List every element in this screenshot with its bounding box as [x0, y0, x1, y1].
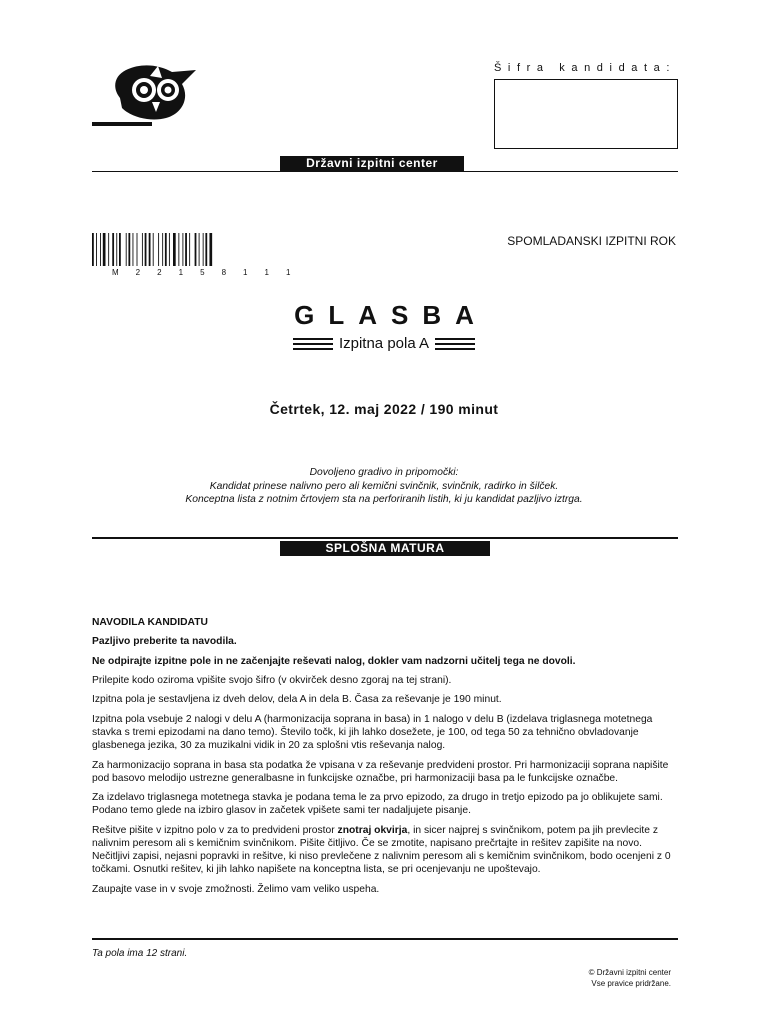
barcode-bar	[142, 233, 143, 266]
candidate-code-label: Šifra kandidata:	[494, 62, 677, 74]
exam-date: Četrtek, 12. maj 2022 / 190 minut	[269, 401, 499, 417]
barcode	[92, 233, 252, 266]
instruction-emphasis: znotraj okvirja	[337, 824, 408, 836]
barcode-bar	[126, 233, 127, 266]
footer-rule	[92, 938, 678, 940]
exam-term: SPOMLADANSKI IZPITNI ROK	[507, 234, 676, 248]
barcode-bar	[209, 233, 212, 266]
barcode-bar	[162, 233, 163, 266]
materials-line: Kandidat prinese nalivno pero ali kemični svinčnik, svinčnik, radirko in šilček.	[209, 480, 559, 492]
materials-heading: Dovoljeno gradivo in pripomočki:	[309, 467, 459, 478]
page-count: Ta pola ima 12 strani.	[92, 948, 188, 959]
instruction-text: , in sicer najprej s svinčnikom, potem pa jih prevlecite z nalivnim peresom ali s kemičnim svinčnikom. Pišite čitljivo. Če se zmotite, napisano prečrtajte in rešitev zapišite na novo. Nečitljivi zapisi, nejasni popravki in rešitve, ki niso prevlečene z nalivnim peresom ali s kemičnim svinčnikom, bodo ocenjeni z 0 točkami. Osnutki rešitev, ki jih lahko napišete na konceptna lista, se pri ocenjevanju ne upoštevajo.	[92, 824, 671, 876]
barcode-bar	[182, 233, 183, 266]
decor-lines-right	[435, 338, 475, 350]
copyright-line: © Državni izpitni center	[588, 968, 671, 977]
center-band: Državni izpitni center	[280, 156, 464, 171]
copyright	[589, 967, 671, 989]
barcode-bar	[153, 233, 154, 266]
instruction-paragraph: Izpitna pola je sestavljena iz dveh delov, dela A in dela B. Časa za reševanje je 190 minut.	[92, 694, 502, 706]
header-rule	[92, 171, 678, 172]
barcode-bar	[103, 233, 106, 266]
barcode-bar	[165, 233, 167, 266]
instruction-paragraph: Za izdelavo triglasnega motetnega stavka je podana tema le za prvo epizodo, za drugo in tretjo epizodo pa jo oblikujete sami. Podano temo glede na izbiro glasov in začetek vpišete sami ter nadaljujete pisanje.	[92, 792, 663, 817]
copyright-line: Vse pravice pridržane.	[591, 979, 671, 988]
materials-line: Konceptna lista z notnim črtovjem sta na perforiranih listih, ki ju kandidat pazljivo iztrga.	[185, 494, 583, 505]
instructions-heading: NAVODILA KANDIDATU	[92, 617, 208, 628]
instruction-text: Rešitve pišite v izpitno polo v za to predvideni prostor	[92, 824, 338, 836]
barcode-bar	[203, 233, 204, 266]
barcode-bar	[145, 233, 147, 266]
exam-part: Izpitna pola A	[338, 335, 430, 352]
instruction-paragraph: Za harmonizacijo soprana in basa sta podatka že vpisana v za reševanje predvideni prostor. Pri harmonizaciji soprana napišite pod basovo melodijo ustrezne generalbasne in funkcijske označbe, pri harmonizaciji basa pa le funkcijske označbe.	[92, 759, 669, 784]
barcode-bar	[195, 233, 197, 266]
decor-lines-left	[293, 338, 333, 350]
barcode-bar	[169, 233, 170, 266]
candidate-code-box[interactable]	[494, 79, 678, 149]
ric-owl-logo	[92, 58, 202, 130]
barcode-bar	[205, 233, 207, 266]
barcode-bar	[199, 233, 200, 266]
barcode-bar	[100, 233, 101, 266]
instruction-bold: Pazljivo preberite ta navodila.	[92, 636, 237, 648]
barcode-bar	[173, 233, 176, 266]
candidate-instructions	[92, 616, 678, 902]
barcode-bar	[137, 233, 138, 266]
barcode-bar	[108, 233, 109, 266]
barcode-bar	[185, 233, 187, 266]
barcode-digits: M 2 2 1 5 8 1 1 1	[112, 268, 298, 277]
barcode-bar	[128, 233, 130, 266]
instruction-paragraph: Prilepite kodo oziroma vpišite svojo šifro (v okvirček desno zgoraj na tej strani).	[92, 674, 452, 686]
instruction-paragraph: Zaupajte vase in v svoje zmožnosti. Želimo vam veliko uspeha.	[92, 883, 380, 895]
instruction-paragraph: Izpitna pola vsebuje 2 nalogi v delu A (harmonizacija soprana in basa) in 1 nalogo v delu B (izdelava triglasnega motetnega stavka s tremi epizodami na dano temo). Število točk, ki jih lahko dosežete, je 100, od tega 50 za tehnično obvladovanje glasbenega jezika, 30 za muzikalni vidik in 20 za splošni vtis reševanja nalog.	[92, 713, 653, 752]
barcode-bar	[149, 233, 151, 266]
barcode-bar	[92, 233, 94, 266]
instruction-paragraph	[92, 824, 678, 877]
barcode-bar	[158, 233, 159, 266]
subtitle-row	[0, 335, 768, 352]
matura-band: SPLOŠNA MATURA	[280, 541, 490, 556]
barcode-bar	[112, 233, 114, 266]
allowed-materials	[0, 466, 768, 507]
subject-title: GLASBA	[294, 300, 488, 330]
barcode-bar	[178, 233, 179, 266]
barcode-bar	[96, 233, 97, 266]
barcode-bar	[189, 233, 190, 266]
barcode-bar	[119, 233, 121, 266]
instruction-bold: Ne odpirajte izpitne pole in ne začenjajte reševati nalog, dokler vam nadzorni učitelj tega ne dovoli.	[92, 655, 576, 667]
barcode-bar	[133, 233, 134, 266]
matura-rule	[92, 537, 678, 539]
barcode-bar	[116, 233, 117, 266]
